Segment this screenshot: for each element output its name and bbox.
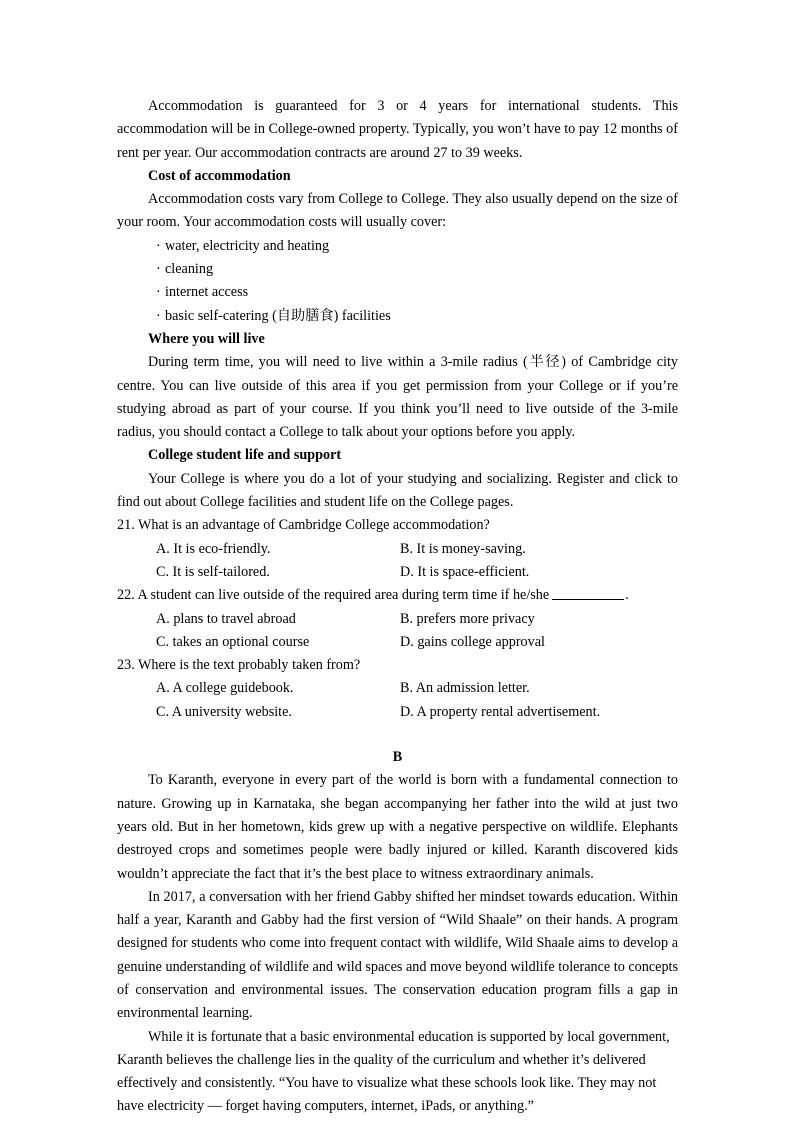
option-a-21[interactable]: A. It is eco-friendly. — [156, 540, 271, 557]
accommodation-cost-bullet-list — [117, 235, 678, 328]
option-d-23[interactable]: D. A property rental advertisement. — [400, 703, 601, 720]
question-22-stem: 22. A student can live outside of the required area during term time if he/she — [117, 587, 550, 604]
question-22-options-row-1 — [117, 608, 678, 631]
passage-a-intro-paragraph: Accommodation is guaranteed for 3 or 4 years for international students. This accommodation will be in College-owned property. Typically, you won’t have to pay 12 months of rent per year. Our accommodation contracts are around 27 to 39 weeks. — [117, 98, 678, 161]
option-d-22[interactable]: D. gains college approval — [400, 633, 545, 650]
option-d-21[interactable]: D. It is space-efficient. — [400, 563, 530, 580]
option-a-22[interactable]: A. plans to travel abroad — [156, 610, 296, 627]
option-a-23[interactable]: A. A college guidebook. — [156, 680, 294, 697]
question-23-options-row-1 — [117, 677, 678, 700]
option-c-21[interactable]: C. It is self-tailored. — [156, 563, 270, 580]
list-item-label: basic self-catering (自助膳食) facilities — [165, 307, 391, 324]
option-c-22[interactable]: C. takes an optional course — [156, 633, 310, 650]
bullet-dot-icon: · — [156, 307, 161, 324]
option-c-23[interactable]: C. A university website. — [156, 703, 292, 720]
document-page — [117, 95, 678, 1119]
option-b-22[interactable]: B. prefers more privacy — [400, 610, 535, 627]
list-item — [117, 235, 678, 258]
list-item-label: internet access — [165, 284, 249, 301]
answer-blank-22[interactable] — [552, 587, 624, 600]
question-23-options-row-2 — [117, 701, 678, 724]
question-21-options-row-2 — [117, 561, 678, 584]
passage-b-paragraph-1: To Karanth, everyone in every part of the world is born with a fundamental connection to nature. Growing up in Karnataka, she began accompanying her father into the wild at just two years old. But in her hometown, kids grew up with a negative perspective on wildlife. Elephants destroyed crops and sometimes people were badly injured or killed. Karanth discovered kids wouldn’t appreciate the fact that it’s the best place to witness extraordinary animals. — [117, 772, 678, 882]
option-b-23[interactable]: B. An admission letter. — [400, 680, 530, 697]
list-item-label: cleaning — [165, 261, 214, 278]
subheading-where-you-will-live: Where you will live — [148, 330, 265, 347]
bullet-dot-icon: · — [156, 237, 161, 254]
list-item-label: water, electricity and heating — [165, 237, 330, 254]
passage-a-student-life-paragraph: Your College is where you do a lot of your studying and socializing. Register and click to find out about College facilities and student life on the College pages. — [117, 470, 678, 511]
passage-a-cost-paragraph: Accommodation costs vary from College to College. They also usually depend on the size of your room. Your accommodation costs will usually cover: — [117, 191, 678, 231]
subheading-cost-of-accommodation: Cost of accommodation — [148, 167, 291, 184]
list-item — [117, 281, 678, 304]
question-21-options-row-1 — [117, 538, 678, 561]
subheading-college-student-life: College student life and support — [148, 447, 342, 464]
bullet-dot-icon: · — [156, 261, 161, 278]
question-22-stem-tail: . — [625, 587, 629, 604]
section-spacer — [117, 724, 678, 746]
option-b-21[interactable]: B. It is money-saving. — [400, 540, 526, 557]
passage-b-section-letter: B — [392, 749, 403, 766]
passage-b-paragraph-2: In 2017, a conversation with her friend Gabby shifted her mindset towards education. Within half a year, Karanth and Gabby had the first version of “Wild Shaale” on their hands. A program designed for students who come into frequent contact with wildlife, Wild Shaale aims to develop a genuine understanding of wildlife and wild spaces and move beyond wildlife tolerance to concepts of conservation and environmental issues. The conservation education program fills a gap in environmental learning. — [117, 888, 678, 1022]
question-22-options-row-2 — [117, 631, 678, 654]
passage-a-where-paragraph: During term time, you will need to live within a 3-mile radius (半径) of Cambridge city centre. You can live outside of this area if you get permission from your College or if you’re studying abroad as part of your course. If you think you’ll need to live outside of the 3-mile radius, you should contact a College to talk about your options before you apply. — [117, 354, 678, 441]
list-item — [117, 305, 678, 328]
bullet-dot-icon: · — [156, 284, 161, 301]
question-21-stem: 21. What is an advantage of Cambridge College accommodation? — [117, 517, 490, 534]
question-23-stem: 23. Where is the text probably taken from? — [117, 657, 361, 674]
list-item — [117, 258, 678, 281]
question-22-stem-line — [117, 584, 678, 607]
passage-b-paragraph-3: While it is fortunate that a basic environmental education is supported by local government, Karanth believes the challenge lies in the quality of the curriculum and whether it’s delivered effectively and consistently. “You have to visualize what these schools look like. They may not have electricity — forget having computers, internet, iPads, or anything.” — [117, 1028, 670, 1115]
